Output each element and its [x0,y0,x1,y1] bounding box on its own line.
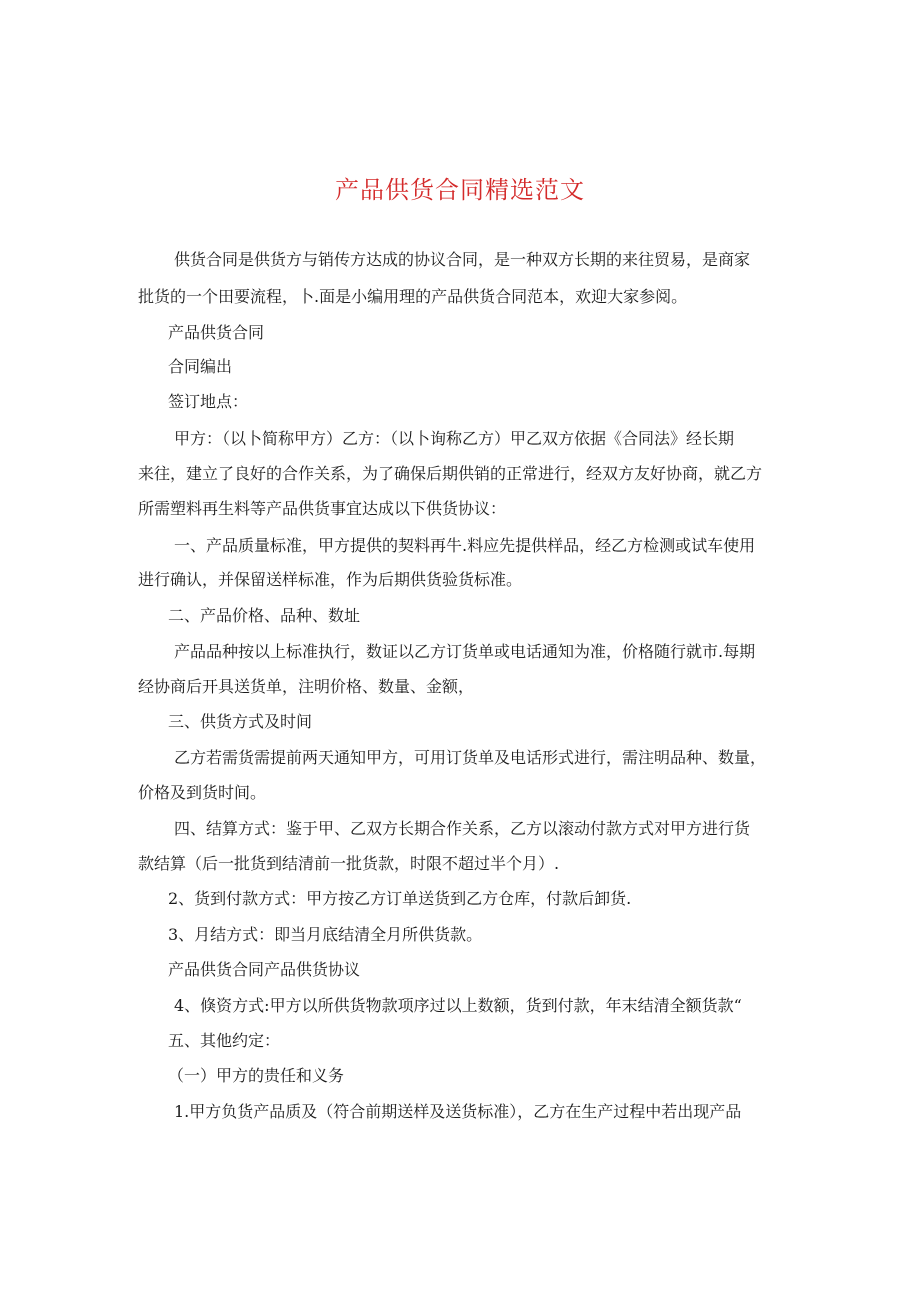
body-line: 进行确认，并保留送样标准，作为后期供货验货标准。 [138,570,523,589]
body-line: 3、月结方式：即当月底结清全月所供货款。 [168,925,483,944]
body-line: 2、货到付款方式：甲方按乙方订单送货到乙方仓库，付款后卸货. [168,889,632,908]
body-line: 1.甲方负货产品质及（符合前期送样及送货标准），乙方在生产过程中若出现产品 [174,1102,742,1121]
body-line: 产品供货合同产品供货协议 [168,960,361,979]
body-line: 供货合同是供货方与销传方达成的协议合同，是一种双方长期的来往贸易，是商家 [174,250,751,269]
body-line: 款结算（后一批货到结清前一批货款，时限不超过半个月）. [138,854,560,873]
body-line: 4、倏资方式:甲方以所供货物款项序过以上数额，货到付款，年末结清全额货款“ [174,996,742,1015]
body-line: 一、产品质量标准，甲方提供的契料再牛.料应先提供样品，经乙方检测或试车使用 [174,536,756,555]
body-line: 产品品种按以上标准执行，数证以乙方订货单或电话通知为准，价格随行就市.每期 [174,642,756,661]
body-line: 价格及到货时间。 [138,783,267,802]
body-line: 二、产品价格、品种、数址 [168,606,361,625]
body-line: 乙方若需货需提前两天通知甲方，可用订货单及电话形式进行，需注明品种、数量， [174,748,767,767]
body-line: 五、其他约定： [168,1031,281,1050]
body-line: 甲方：（以卜简称甲方）乙方：（以卜询称乙方）甲乙双方依据《合同法》经长期 [174,429,735,448]
body-line: 四、结算方式：鉴于甲、乙双方长期合作关系，乙方以滚动付款方式对甲方进行货 [174,819,751,838]
body-line: 来往，建立了良好的合作关系，为了确保后期供销的正常进行，经双方友好协商，就乙方 [138,464,763,483]
body-line: 三、供货方式及时间 [168,712,313,731]
body-line: 合同编出 [168,357,233,376]
body-line: 签订地点： [168,392,249,411]
body-line: （一）甲方的贵任和义务 [168,1066,345,1085]
body-line: 所需塑料再生料等产品供货事宜达成以下供货协议： [138,499,507,518]
document-title: 产品供货合同精选范文 [335,176,585,204]
body-line: 经协商后开具送货单，注明价格、数量、金额， [138,677,475,696]
body-line: 批货的一个田要流程，卜.面是小编用理的产品供货合同范本，欢迎大家参阅。 [138,287,688,306]
body-line: 产品供货合同 [168,323,265,342]
